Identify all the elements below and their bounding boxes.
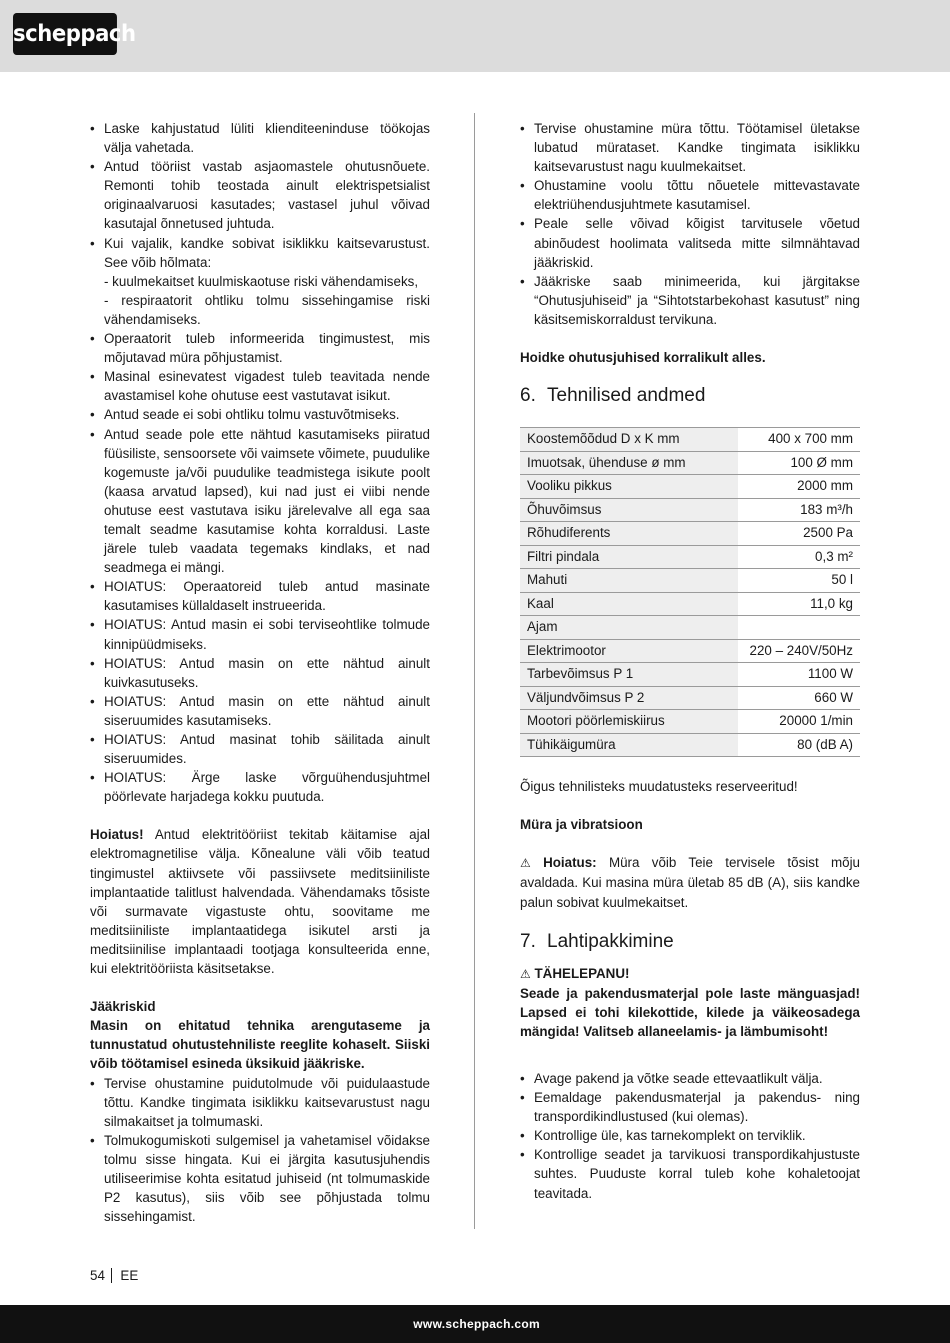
- list-item: • Tolmukogumiskoti sulgemisel ja vahetamisel võidakse tolmu sisse hingata. Kui ei järgita kasutusjuhendis utiliseerimise kohta esitatud juhiseid (nt tolmumaskide P2 kasutus), siis võib see põhjustada tolmu sissehingamist.: [90, 1131, 430, 1226]
- spec-row: [520, 686, 860, 710]
- column-divider: [474, 113, 475, 1229]
- list-item: • Antud seade ei sobi ohtliku tolmu vastuvõtmiseks.: [90, 405, 430, 424]
- warning-triangle-icon: ⚠: [520, 856, 531, 871]
- spec-label: Tühikäigumüra: [520, 733, 738, 757]
- scheppach-logo: scheppach: [13, 13, 117, 55]
- spec-value: [738, 616, 860, 640]
- list-item: • Ohustamine voolu tõttu nõuetele mittevastavate elektriühendusjuhtmete kasutamisel.: [520, 176, 860, 214]
- spec-label: Vooliku pikkus: [520, 475, 738, 499]
- spec-row: [520, 592, 860, 616]
- list-item: • Kontrollige üle, kas tarnekomplekt on terviklik.: [520, 1126, 860, 1145]
- unpacking-list: [520, 1069, 860, 1203]
- spec-label: Ajam: [520, 616, 738, 640]
- spec-row: [520, 616, 860, 640]
- list-item: • Jääkriske saab minimeerida, kui järgitakse “Ohutusjuhiseid” ja “Sihtotstarbekohast kasutust” ning käsitsemiskorraldust tervikuna.: [520, 272, 860, 329]
- sub-item-respirator: - respiraatorit ohtliku tolmu sissehingamise riski vähendamiseks.: [104, 292, 430, 327]
- list-item: • Antud seade pole ette nähtud kasutamiseks piiratud füüsiliste, sensoorsete või vaimsete võimete, puudulike kogemuste ja/või puudulike teadmistega isikute poolt (kaasa arvatud lapsed), kui nad just ei viibi nende ohutuse eest vastutava isiku järelevalve all ega saa temalt seadme kasutamise kohta korraldusi. Laste järele tuleb vaadata tegemaks kindlaks, et nad seadmega ei mängi.: [90, 425, 430, 578]
- spec-label: Filtri pindala: [520, 545, 738, 569]
- spec-row: [520, 498, 860, 522]
- residual-risks-list-continued: [520, 119, 860, 329]
- section-title: Tehnilised andmed: [547, 385, 706, 407]
- spec-value: 220 – 240V/50Hz: [738, 639, 860, 663]
- noise-warning-label: Hoiatus:: [543, 855, 597, 871]
- spec-row: [520, 522, 860, 546]
- footer-bar: [0, 1305, 950, 1343]
- safety-list: [90, 119, 430, 806]
- language-code: EE: [120, 1268, 139, 1283]
- spec-row: [520, 451, 860, 475]
- left-column: [90, 119, 430, 1226]
- list-item: • Eemaldage pakendusmaterjal ja pakendus- ning transpordikindlustused (kui olemas).: [520, 1088, 860, 1126]
- noise-vibration-title: Müra ja vibratsioon: [520, 817, 643, 833]
- right-column: [520, 119, 860, 1203]
- section-6-heading: [520, 384, 860, 408]
- rights-reserved-note: Õigus tehnilisteks muudatusteks reserveeritud!: [520, 779, 798, 795]
- spec-label: Elektrimootor: [520, 639, 738, 663]
- spec-label: Mahuti: [520, 569, 738, 593]
- list-item: • Tervise ohustamine müra tõttu. Töötamisel ületakse lubatud mürataset. Kandke tingimata isiklikku kaitsevarustust nagu kuulmekaitset.: [520, 119, 860, 176]
- residual-risks-intro: Masin on ehitatud tehnika arengutaseme ja tunnustatud ohutustehniliste reeglite kohaselt. Siiski võib töötamisel esineda üksikuid jääkriske.: [90, 1018, 430, 1072]
- list-item: • Tervise ohustamine puidutolmude või puidulaastude tõttu. Kandke tingimata isiklikku kaitsevarustust nagu silmakaitset ja tolmumaski.: [90, 1074, 430, 1131]
- spec-row: [520, 710, 860, 734]
- list-item: • Operaatorit tuleb informeerida tingimustest, mis mõjutavad müra põhjustamist.: [90, 329, 430, 367]
- list-item: • HOIATUS: Antud masin ei sobi terviseohtlike tolmude kinnipüüdmiseks.: [90, 615, 430, 653]
- spec-label: Väljundvõimsus P 2: [520, 686, 738, 710]
- list-item: • HOIATUS: Ärge laske võrguühendusjuhtmel pöörlevate harjadega kokku puutuda.: [90, 768, 430, 806]
- residual-risks-list: [90, 1074, 430, 1227]
- warning-text: Antud elektritööriist tekitab käitamise ajal elektromagnetilise välja. Kõnealune väli võib teatud tingimustel aktiivsete või passiivsete meditsiiniliste implantaatide talitlust halvendada. Vähendamaks tõsiste või surmavate vigastuste ohtu, soovitame me meditsiiniliste implantaatidega isikutel arsti ja meditsiinilise implantaadi tootjaga konsulteerida enne, kui elektritööriista käsitsetakse.: [90, 827, 430, 977]
- residual-risks-title: Jääkriskid: [90, 999, 156, 1015]
- page-footer-number: [90, 1266, 138, 1285]
- list-item: • Masinal esinevatest vigadest tuleb teavitada nende avastamisel kohe ohutuse eest vastutavat isikut.: [90, 367, 430, 405]
- spec-label: Rõhudiferents: [520, 522, 738, 546]
- spec-label: Õhuvõimsus: [520, 498, 738, 522]
- section-number: 6.: [520, 385, 536, 407]
- website-link[interactable]: www.scheppach.com: [413, 1317, 540, 1331]
- noise-warning-text: Müra võib Teie tervisele tõsist mõju avaldada. Kui masina müra ületab 85 dB (A), siis kandke palun sobivat kuulmekaitset.: [520, 855, 860, 910]
- spec-label: Koostemõõdud D x K mm: [520, 428, 738, 452]
- list-item: • HOIATUS: Antud masin on ette nähtud ainult kuivkasutuseks.: [90, 654, 430, 692]
- spec-value: 80 (dB A): [738, 733, 860, 757]
- spec-row: [520, 639, 860, 663]
- spec-row: [520, 428, 860, 452]
- spec-value: 0,3 m²: [738, 545, 860, 569]
- warning-triangle-icon: ⚠: [520, 966, 531, 981]
- list-item: • HOIATUS: Operaatoreid tuleb antud masinate kasutamises küllaldaselt instrueerida.: [90, 577, 430, 615]
- sub-item-hearing: - kuulmekaitset kuulmiskaotuse riski vähendamiseks,: [104, 273, 419, 289]
- spec-row: [520, 475, 860, 499]
- keep-instructions-notice: Hoidke ohutusjuhised korralikult alles.: [520, 350, 766, 366]
- footer-separator: [111, 1268, 113, 1283]
- list-item-text: Kui vajalik, kandke sobivat isiklikku kaitsevarustust. See võib hõlmata:: [104, 235, 430, 270]
- list-item: • Kontrollige seadet ja tarvikuosi transpordikahjustuste suhtes. Puuduste korral tuleb kohe kohaletoojat teavitada.: [520, 1145, 860, 1202]
- spec-value: 2000 mm: [738, 475, 860, 499]
- list-item: [90, 234, 430, 329]
- list-item: • Avage pakend ja võtke seade ettevaatlikult välja.: [520, 1069, 860, 1088]
- list-item: • Antud tööriist vastab asjaomastele ohutusnõuete. Remonti tohib teostada ainult elektrispetsialist originaalvaruosi kasutades; vastasel juhul võivad kasutajal õnnetused juhtuda.: [90, 157, 430, 233]
- spec-label: Kaal: [520, 592, 738, 616]
- spec-value: 11,0 kg: [738, 592, 860, 616]
- attention-heading: [520, 964, 860, 984]
- spec-value: 183 m³/h: [738, 498, 860, 522]
- spec-label: Mootori pöörlemiskiirus: [520, 710, 738, 734]
- spec-row: [520, 545, 860, 569]
- spec-row: [520, 733, 860, 757]
- spec-row: [520, 663, 860, 687]
- section-title: Lahtipakkimine: [547, 930, 674, 952]
- list-item: • Laske kahjustatud lüliti klienditeeninduse töökojas välja vahetada.: [90, 119, 430, 157]
- noise-warning-paragraph: [520, 853, 860, 911]
- spec-value: 400 x 700 mm: [738, 428, 860, 452]
- spec-value: 660 W: [738, 686, 860, 710]
- spec-value: 2500 Pa: [738, 522, 860, 546]
- spec-label: Tarbevõimsus P 1: [520, 663, 738, 687]
- list-item: • HOIATUS: Antud masinat tohib säilitada ainult siseruumides.: [90, 730, 430, 768]
- page-number: 54: [90, 1268, 105, 1283]
- spec-value: 20000 1/min: [738, 710, 860, 734]
- section-number: 7.: [520, 930, 536, 952]
- spec-row: [520, 569, 860, 593]
- spec-value: 100 Ø mm: [738, 451, 860, 475]
- section-7-heading: [520, 930, 860, 954]
- list-item: • HOIATUS: Antud masin on ette nähtud ainult siseruumides kasutamiseks.: [90, 692, 430, 730]
- emf-warning-paragraph: [90, 825, 430, 978]
- warning-label: Hoiatus!: [90, 827, 144, 843]
- header-bar: [0, 0, 950, 72]
- list-item: • Peale selle võivad kõigist tarvitusele võetud abinõudest hoolimata valitseda mitte silmnähtavad jääkriskid.: [520, 214, 860, 271]
- attention-label: TÄHELEPANU!: [534, 965, 630, 981]
- spec-value: 1100 W: [738, 663, 860, 687]
- technical-data-table: [520, 427, 860, 757]
- spec-label: Imuotsak, ühenduse ø mm: [520, 451, 738, 475]
- spec-value: 50 l: [738, 569, 860, 593]
- attention-text: Seade ja pakendusmaterjal pole laste mänguasjad! Lapsed ei tohi kilekottide, kilede ja väikeosadega mängida! Valitseb allaneelamis- ja lämbumisoht!: [520, 985, 860, 1039]
